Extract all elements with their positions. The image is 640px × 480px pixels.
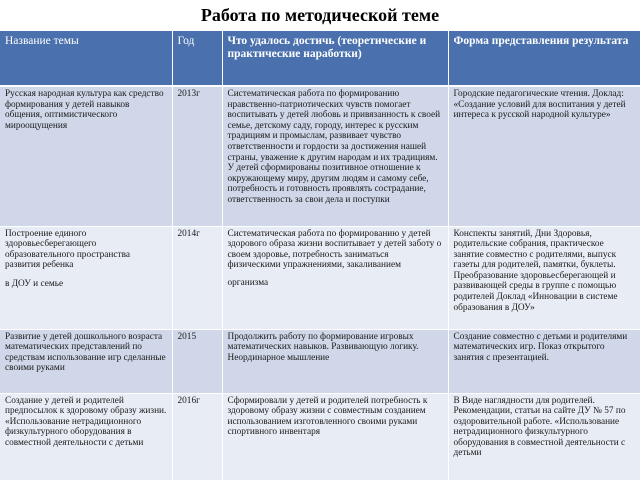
cell-year: 2013г <box>172 86 222 226</box>
cell-year: 2016г <box>172 393 222 480</box>
cell-achieved-text: Систематическая работа по формированию у детей здорового образа жизни воспитывает у детей заботу о своем здоровье, потребность заниматься физическими упражнениями, закаливанием <box>227 228 442 271</box>
cell-topic-extra: в ДОУ и семье <box>5 278 64 289</box>
cell-result-form: Создание совместно с детьми и родителями математических игр. Показ открытого занятия с презентацией. <box>448 329 640 393</box>
cell-result-form: Конспекты занятий, Дни Здоровья, родительские собрания, практическое занятие совместно с родителями, выпуск газеты для родителей, памятки, буклеты. Преобразование здоровьесберегающей и развивающей среды в группе с помощью родителей Доклад «Инновации в системе образования в ДОУ» <box>448 226 640 329</box>
page-title: Работа по методической теме <box>200 5 440 25</box>
table-row <box>0 86 640 226</box>
cell-achieved: Продолжить работу по формирование игровых математических навыков. Развивающую логику. Неординарное мышление <box>222 329 448 393</box>
table-row <box>0 226 640 329</box>
cell-achieved <box>222 226 448 329</box>
cell-result-form: В Виде наглядности для родителей. Рекомендации, статьи на сайте ДУ № 57 по оздоровительной работе. «Использование нетрадиционного физкультурного оборудования в совместной деятельности с детьми <box>448 393 640 480</box>
cell-achieved: Систематическая работа по формированию нравственно-патриотических чувств помогает воспитывать у детей любовь и привязанность к своей семье, детскому саду, городу, интерес к русским традициям и промыслам, развивает чувство ответственности и гордости за достижения нашей страны, уважение к другим народам и их традициям. У детей сформированы позитивное отношение к окружающему миру, другим людям и самому себе, потребность и готовность проявлять сострадание, ответственность за свои дела и поступки <box>222 86 448 226</box>
cell-topic: Развитие у детей дошкольного возраста математических представлений по средствам использование игр сделанные своими руками <box>0 329 172 393</box>
cell-topic-text: Построение единого здоровьесберегающего образовательного пространства развития ребенка <box>5 228 130 271</box>
cell-topic: Создание у детей и родителей предпосылок к здоровому образу жизни. «Использование нетрадиционного физкультурного оборудования в совместной деятельности с детьми <box>0 393 172 480</box>
table-row <box>0 393 640 480</box>
cell-year: 2015 <box>172 329 222 393</box>
cell-achieved: Сформировали у детей и родителей потребность к здоровому образу жизни с совместным созданием использованием изготовленного своими руками спортивного инвентаря <box>222 393 448 480</box>
cell-year: 2014г <box>172 226 222 329</box>
table-row <box>0 329 640 393</box>
methodology-table <box>0 31 640 480</box>
header-achieved: Что удалось достичь (теоретические и практические наработки) <box>222 31 448 86</box>
cell-topic: Русская народная культура как средство формирования у детей навыков общения, оптимистического мироощущения <box>0 86 172 226</box>
header-year: Год <box>172 31 222 86</box>
header-result-form: Форма представления результата <box>448 31 640 86</box>
cell-achieved-extra: организма <box>227 277 269 288</box>
cell-result-form: Городские педагогические чтения. Доклад: «Создание условий для воспитания у детей интереса к русской народной культуре» <box>448 86 640 226</box>
cell-topic <box>0 226 172 329</box>
header-topic: Название темы <box>0 31 172 86</box>
table-header-row <box>0 31 640 86</box>
